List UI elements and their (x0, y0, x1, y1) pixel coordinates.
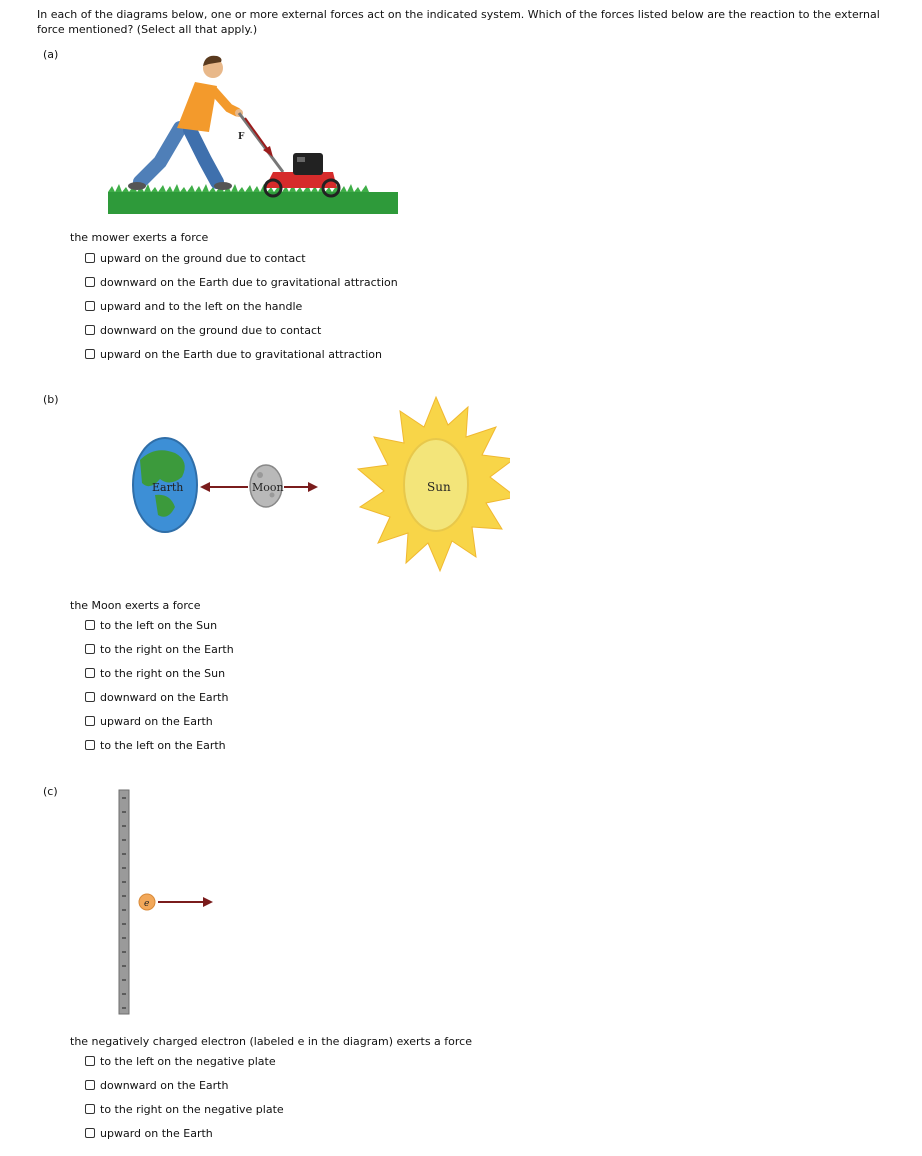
question-prompt: In each of the diagrams below, one or more external forces act on the indicated system. Which of the forces listed below are the reaction to the external force mentioned? (Select all that apply.) (37, 8, 880, 36)
part-a-option-2[interactable] (85, 275, 398, 289)
option-label: to the left on the negative plate (100, 1054, 276, 1068)
option-label: upward and to the left on the handle (100, 299, 303, 313)
person-front-leg (190, 130, 217, 182)
part-c-label: (c) (43, 785, 58, 798)
checkbox[interactable] (85, 1056, 95, 1066)
part-b-option-2[interactable] (85, 642, 234, 656)
part-b-label: (b) (43, 393, 59, 406)
option-label: downward on the Earth (100, 1078, 229, 1092)
mower-engine-detail (297, 157, 305, 162)
checkbox[interactable] (85, 1080, 95, 1090)
part-b-stem: the Moon exerts a force (70, 599, 201, 612)
person-arm (213, 90, 237, 112)
checkbox[interactable] (85, 253, 95, 263)
checkbox[interactable] (85, 716, 95, 726)
grass-strip (108, 192, 398, 214)
option-label: upward on the Earth (100, 714, 213, 728)
checkbox[interactable] (85, 277, 95, 287)
mower-handle (239, 113, 283, 172)
part-c-stem: the negatively charged electron (labeled e in the diagram) exerts a force (70, 1035, 472, 1048)
earth-moon-sun-diagram (120, 395, 510, 580)
option-label: to the right on the negative plate (100, 1102, 284, 1116)
checkbox[interactable] (85, 1128, 95, 1138)
option-label: upward on the ground due to contact (100, 251, 306, 265)
person-back-leg (140, 128, 180, 182)
part-b-option-3[interactable] (85, 666, 225, 680)
force-on-earth-arrowhead (200, 482, 210, 492)
option-label: downward on the ground due to contact (100, 323, 322, 337)
sun-label: Sun (427, 480, 451, 494)
part-b-option-6[interactable] (85, 738, 226, 752)
checkbox[interactable] (85, 620, 95, 630)
part-a-option-3[interactable] (85, 299, 302, 313)
part-b-option-5[interactable] (85, 714, 213, 728)
option-label: upward on the Earth due to gravitational attraction (100, 347, 382, 361)
part-a-option-4[interactable] (85, 323, 321, 337)
option-label: upward on the Earth (100, 1126, 213, 1140)
force-on-moon-arrowhead (308, 482, 318, 492)
part-b-option-4[interactable] (85, 690, 228, 704)
lawn-mower-diagram (105, 50, 405, 218)
part-a-option-1[interactable] (85, 251, 306, 265)
option-label: to the right on the Earth (100, 642, 234, 656)
earth-label: Earth (152, 481, 184, 494)
option-label: downward on the Earth due to gravitational attraction (100, 275, 398, 289)
checkbox[interactable] (85, 644, 95, 654)
part-c-option-4[interactable] (85, 1126, 213, 1140)
force-label: F (238, 132, 245, 142)
moon-crater-1 (257, 472, 263, 478)
moon-label: Moon (252, 481, 284, 494)
checkbox[interactable] (85, 349, 95, 359)
checkbox[interactable] (85, 692, 95, 702)
checkbox[interactable] (85, 1104, 95, 1114)
option-label: downward on the Earth (100, 690, 229, 704)
part-b-option-1[interactable] (85, 618, 217, 632)
part-c-option-3[interactable] (85, 1102, 284, 1116)
force-on-electron-arrowhead (203, 897, 213, 907)
force-arrow (245, 118, 268, 150)
part-a-option-5[interactable] (85, 347, 382, 361)
checkbox[interactable] (85, 668, 95, 678)
option-label: to the left on the Sun (100, 618, 218, 632)
checkbox[interactable] (85, 740, 95, 750)
person-back-shoe (128, 182, 146, 190)
electron-label: e (144, 899, 150, 909)
part-a-label: (a) (43, 48, 59, 61)
person-front-shoe (214, 182, 232, 190)
part-a-stem: the mower exerts a force (70, 231, 209, 244)
option-label: to the left on the Earth (100, 738, 226, 752)
part-c-option-2[interactable] (85, 1078, 228, 1092)
part-c-option-1[interactable] (85, 1054, 276, 1068)
mower-engine (293, 153, 323, 175)
option-label: to the right on the Sun (100, 666, 226, 680)
checkbox[interactable] (85, 301, 95, 311)
checkbox[interactable] (85, 325, 95, 335)
electron-plate-diagram (112, 788, 222, 1018)
